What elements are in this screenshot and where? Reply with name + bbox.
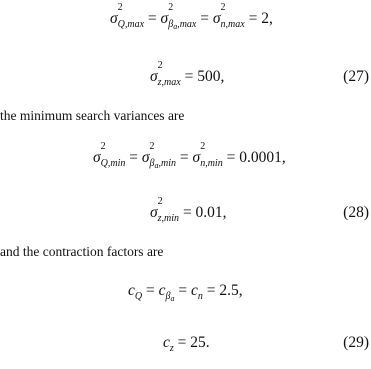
subscript-tail: ,max bbox=[177, 19, 197, 30]
equation-rhs: = 500, bbox=[184, 68, 225, 85]
sigma-symbol: σ bbox=[212, 10, 221, 27]
equation-rhs: = 0.01, bbox=[182, 204, 227, 221]
equation-value: 2.5, bbox=[219, 282, 243, 299]
superscript: 2 bbox=[100, 141, 106, 152]
subscript: β bbox=[149, 158, 155, 169]
superscript: 2 bbox=[168, 2, 174, 13]
subscript: Q,max bbox=[117, 19, 145, 30]
equation-value: 0.0001, bbox=[239, 149, 286, 166]
subscript: Q,min bbox=[100, 158, 126, 169]
sigma-symbol: σ bbox=[141, 149, 150, 166]
sigma-symbol: σ bbox=[150, 204, 158, 221]
superscript: 2 bbox=[157, 196, 163, 207]
c-symbol: c bbox=[191, 282, 198, 299]
paragraph-text bbox=[0, 244, 371, 260]
subscript: z bbox=[169, 343, 174, 354]
c-symbol: c bbox=[163, 334, 170, 351]
equals-sign: = bbox=[200, 10, 209, 27]
equation-value: 2, bbox=[261, 10, 273, 27]
sub-subscript: a bbox=[170, 294, 175, 303]
sub-subscript: a bbox=[154, 161, 159, 170]
paragraph-text-span: and the contraction factors are bbox=[0, 244, 164, 259]
sigma-symbol: σ bbox=[150, 68, 158, 85]
equation-number: (27) bbox=[343, 68, 369, 85]
equals-sign: = bbox=[206, 282, 216, 299]
subscript: n,max bbox=[220, 19, 245, 30]
equals-sign: = bbox=[147, 10, 157, 27]
c-symbol: c bbox=[128, 282, 135, 299]
sigma-symbol: σ bbox=[192, 149, 201, 166]
paragraph-text bbox=[0, 108, 371, 124]
equals-sign: = bbox=[179, 149, 189, 166]
c-symbol: c bbox=[158, 282, 166, 299]
equation-number: (28) bbox=[343, 204, 369, 221]
equation-rhs: = 25. bbox=[177, 334, 210, 351]
superscript: 2 bbox=[200, 141, 206, 152]
equals-sign: = bbox=[129, 149, 139, 166]
subscript: β bbox=[168, 19, 174, 30]
subscript: z,max bbox=[157, 77, 181, 88]
sub-subscript: a bbox=[173, 22, 178, 31]
equals-sign: = bbox=[178, 282, 188, 299]
sigma-symbol: σ bbox=[110, 10, 118, 27]
subscript: β bbox=[165, 291, 171, 302]
superscript: 2 bbox=[117, 2, 123, 13]
subscript: z,min bbox=[157, 213, 180, 224]
sigma-symbol: σ bbox=[93, 149, 101, 166]
subscript-tail: ,min bbox=[158, 158, 177, 169]
equals-sign: = bbox=[146, 282, 155, 299]
superscript: 2 bbox=[157, 60, 163, 71]
superscript: 2 bbox=[220, 2, 226, 13]
subscript: n bbox=[197, 291, 203, 302]
equals-sign: = bbox=[248, 10, 258, 27]
subscript: n,min bbox=[200, 158, 223, 169]
sigma-symbol: σ bbox=[160, 10, 169, 27]
subscript: Q bbox=[134, 291, 143, 302]
superscript: 2 bbox=[149, 141, 155, 152]
paragraph-text-span: the minimum search variances are bbox=[0, 108, 185, 123]
equals-sign: = bbox=[226, 149, 236, 166]
equation-number: (29) bbox=[343, 334, 369, 351]
